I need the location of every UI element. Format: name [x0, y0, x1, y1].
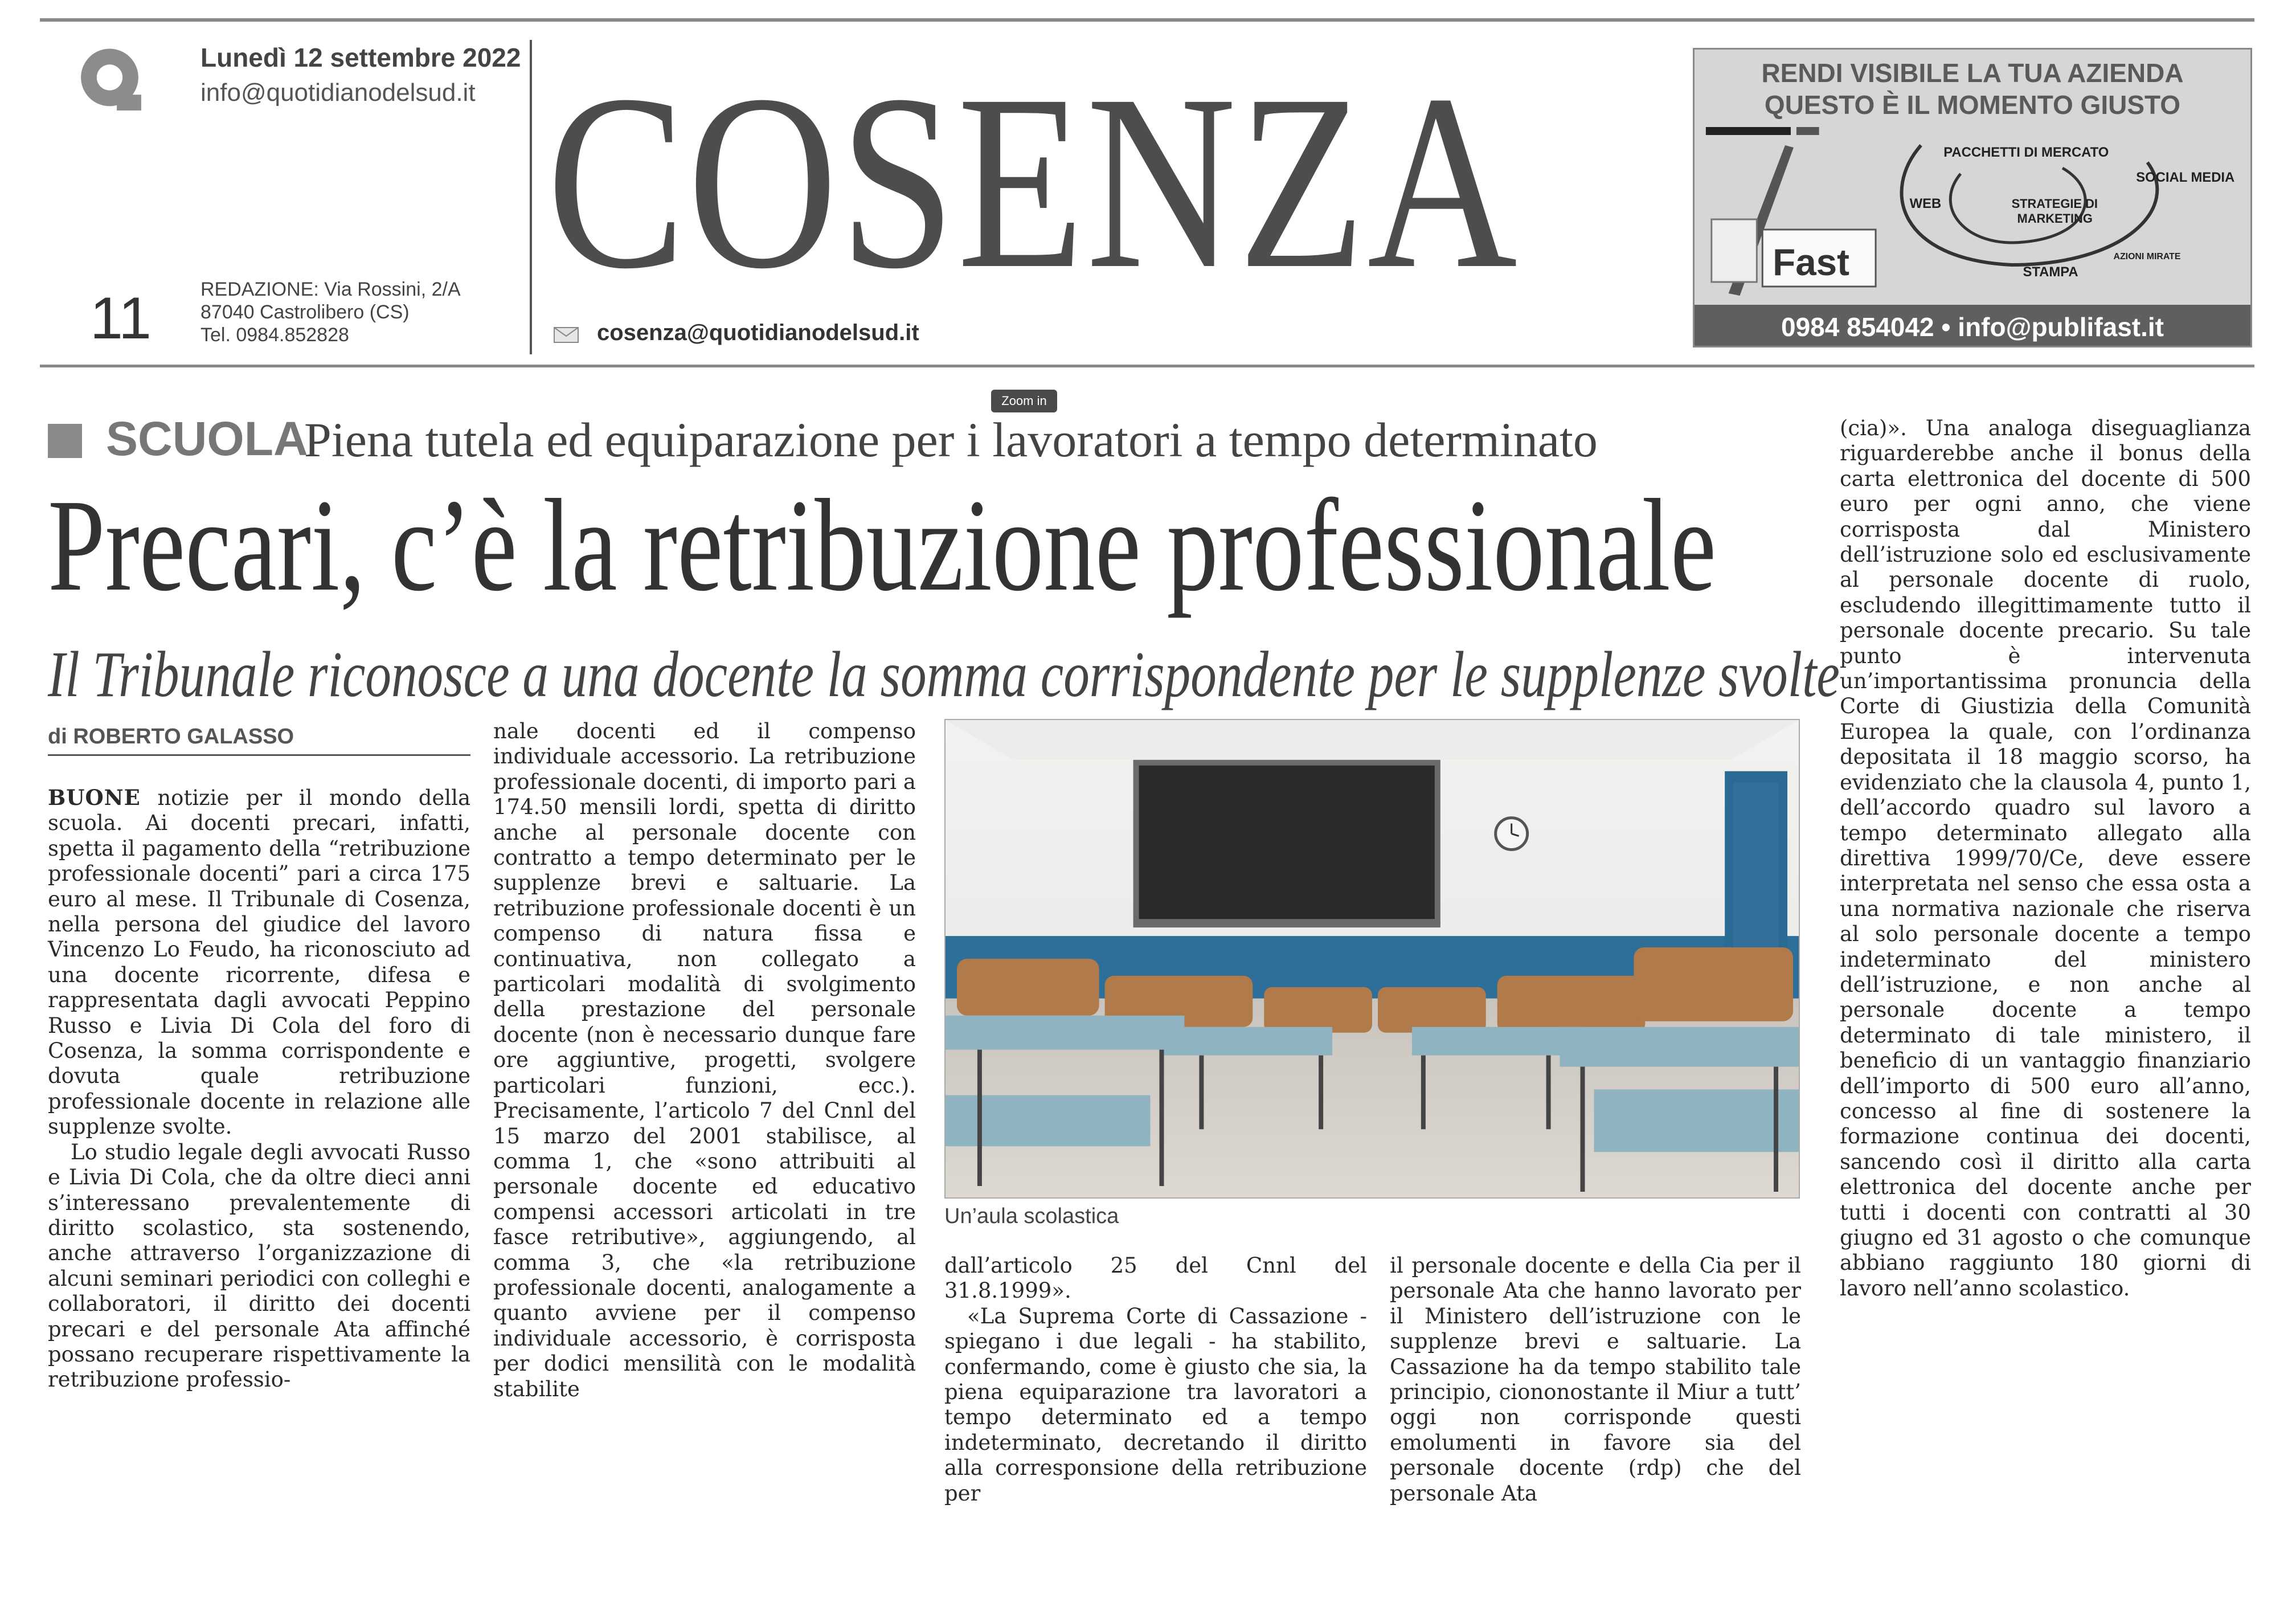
kicker-subtitle: Piena tutela ed equiparazione per i lavoratori a tempo determinato: [304, 412, 1598, 467]
ad-headline-1: RENDI VISIBILE LA TUA AZIENDA: [1761, 58, 2184, 88]
envelope-icon: [554, 327, 579, 343]
svg-text:PACCHETTI DI MERCATO: PACCHETTI DI MERCATO: [1943, 144, 2109, 161]
zoom-in-button[interactable]: Zoom in: [991, 390, 1057, 412]
page-number: 11: [90, 285, 152, 351]
paragraph: «La Suprema Corte di Cassazione - spiegano i due legali - ha stabilito, confermando, come è giusto che sia, la piena equiparazione tra lavoratori a tempo determinato ed a tempo indeterminato, decretando il diritto alla corresponsione della retribuzione per: [944, 1303, 1367, 1506]
paragraph-text: notizie per il mondo della scuola. Ai docenti precari, infatti, spetta il pagamento della “retribuzione professionale docenti” pari a circa 175 euro al mese. Il Tribunale di Cosenza, nella persona del giudice del lavoro Vincenzo Lo Feudo, ha riconosciuto ad una docente ricorrente, difesa e rappresentata dagli avvocati Peppino Russo e Livia Di Cola del foro di Cosenza, la somma corrispondente e dovuta quale retribuzione professionale docente in relazione alle supplenze svolte.: [48, 786, 470, 1139]
text-column-1: [48, 785, 470, 1393]
lead-word: BUONE: [48, 785, 141, 810]
svg-text:STAMPA: STAMPA: [2023, 264, 2078, 280]
paragraph: Lo studio legale degli avvocati Russo e Livia Di Cola, che da oltre dieci anni s’interessano prevalentemente di diritto scolastico, sta sostenendo, anche attraverso l’organizzazione di alcuni seminari periodici con colleghi e collaboratori, il diritto dei docenti precari e del personale Ata affinché possano recuperare rispettivamente la retribuzione professio-: [48, 1139, 470, 1392]
photo-caption: Un’aula scolastica: [944, 1204, 1119, 1228]
text-column-4: [1390, 1253, 1801, 1506]
section-city-title: COSENZA: [547, 43, 1520, 321]
paragraph: dall’articolo 25 del Cnnl del 31.8.1999».: [944, 1253, 1367, 1303]
publifast-advertisement[interactable]: [1693, 48, 2252, 347]
svg-text:Fast: Fast: [1773, 240, 1850, 284]
redazione-line: Tel. 0984.852828: [200, 324, 349, 346]
byline-rule: [48, 754, 470, 756]
kicker-square-icon: [48, 424, 82, 458]
city-email[interactable]: cosenza@quotidianodelsud.it: [597, 320, 919, 345]
masthead-divider: [530, 40, 532, 354]
paragraph: [48, 785, 470, 1140]
section-kicker: SCUOLA: [106, 412, 308, 465]
byline: di ROBERTO GALASSO: [48, 725, 294, 749]
redazione-line: REDAZIONE: Via Rossini, 2/A: [200, 279, 461, 300]
text-column-3: [944, 1253, 1367, 1506]
article-subheadline: Il Tribunale riconosce a una docente la somma corrispondente per le supplenze svolte: [48, 638, 1840, 710]
contact-email[interactable]: info@quotidianodelsud.it: [200, 79, 476, 107]
ad-headline-2: QUESTO È IL MOMENTO GIUSTO: [1764, 90, 2181, 120]
svg-text:SOCIAL MEDIA: SOCIAL MEDIA: [2136, 169, 2235, 186]
svg-text:MARKETING: MARKETING: [2017, 211, 2093, 226]
paragraph: il personale docente e della Cia per il personale Ata che hanno lavorato per il Ministero dell’istruzione con le supplenze brevi e saltuarie. La Cassazione ha da tempo stabilito tale principio, ciononostante il Miur a tutt’ oggi non corrisponde questi emolumenti in favore sia del personale docente (rdp) che del personale Ata: [1390, 1253, 1801, 1506]
svg-text:STRATEGIE DI: STRATEGIE DI: [2011, 196, 2098, 211]
svg-text:WEB: WEB: [1909, 195, 1942, 212]
text-column-2: [493, 719, 916, 1402]
issue-date: Lunedì 12 settembre 2022: [200, 43, 521, 72]
redazione-line: 87040 Castrolibero (CS): [200, 301, 410, 323]
article-headline: Precari, c’è la retribuzione professionale: [48, 472, 1717, 619]
paragraph: nale docenti ed il compenso individuale accessorio. La retribuzione professionale docenti, di importo pari a 174.50 mensili lordi, spetta di diritto anche al personale docente con contratto a tempo determinato per le supplenze brevi e saltuarie. La retribuzione professionale docenti è un compenso di natura fissa e continuativa, non collegato a particolari modalità di svolgimento della prestazione del personale docente (non è necessario dunque fare ore aggiuntive, progetti, svolgere particolari funzioni, ecc.). Precisamente, l’articolo 7 del Cnnl del 15 marzo del 2001 stabilisce, al comma 1, che «sono attribuiti al personale docente ed educativo compensi accessori articolati in tre fasce retributive», aggiungendo, al comma 3, che «la retribuzione professionale docenti, analogamente a quanto avviene per il compenso individuale accessorio, è corrisposta per dodici mensilità con le modalità stabilite: [493, 719, 916, 1401]
section-rule: [40, 365, 2254, 367]
text-column-5: [1840, 416, 2251, 1301]
svg-text:AZIONI MIRATE: AZIONI MIRATE: [2113, 251, 2181, 262]
classroom-photo: [944, 719, 1800, 1199]
paragraph: (cia)». Una analoga diseguaglianza riguarderebbe anche il bonus della carta elettronica del docente di 500 euro per ogni anno, che viene corrisposta dal Ministero dell’istruzione solo ed esclusivamente al personale docente di ruolo, escludendo illegittimamente tutto il personale docente precario. Su tale punto è intervenuta un’importantissima pronuncia della Corte di Giustizia della Comunità Europea la quale, con l’ordinanza depositata il 18 maggio scorso, ha evidenziato che la clausola 4, punto 1, dell’accordo quadro sul lavoro a tempo determinato allegato alla direttiva 1999/70/Ce, deve essere interpretata nel senso che essa osta a una normativa nazionale che riserva al solo personale docente a tempo indeterminato del ministero dell’istruzione, e non anche al personale docente a tempo determinato di tale ministero, il beneficio di un vantaggio finanziario dell’importo di 500 euro all’anno, concesso al fine di sostenere la formazione continua dei docenti, sancendo così il diritto alla carta elettronica del docente anche per tutti i docenti con contratti al 30 giugno ed 31 agosto o che comunque abbiano raggiunto 180 giorni di lavoro nell’anno scolastico.: [1840, 416, 2251, 1301]
ad-contact-bar: 0984 854042 • info@publifast.it: [1695, 305, 2250, 347]
q-logo-icon: [75, 44, 147, 116]
top-rule: [40, 18, 2254, 22]
redazione-address: [200, 278, 461, 346]
ad-illustration: [1695, 122, 2250, 302]
